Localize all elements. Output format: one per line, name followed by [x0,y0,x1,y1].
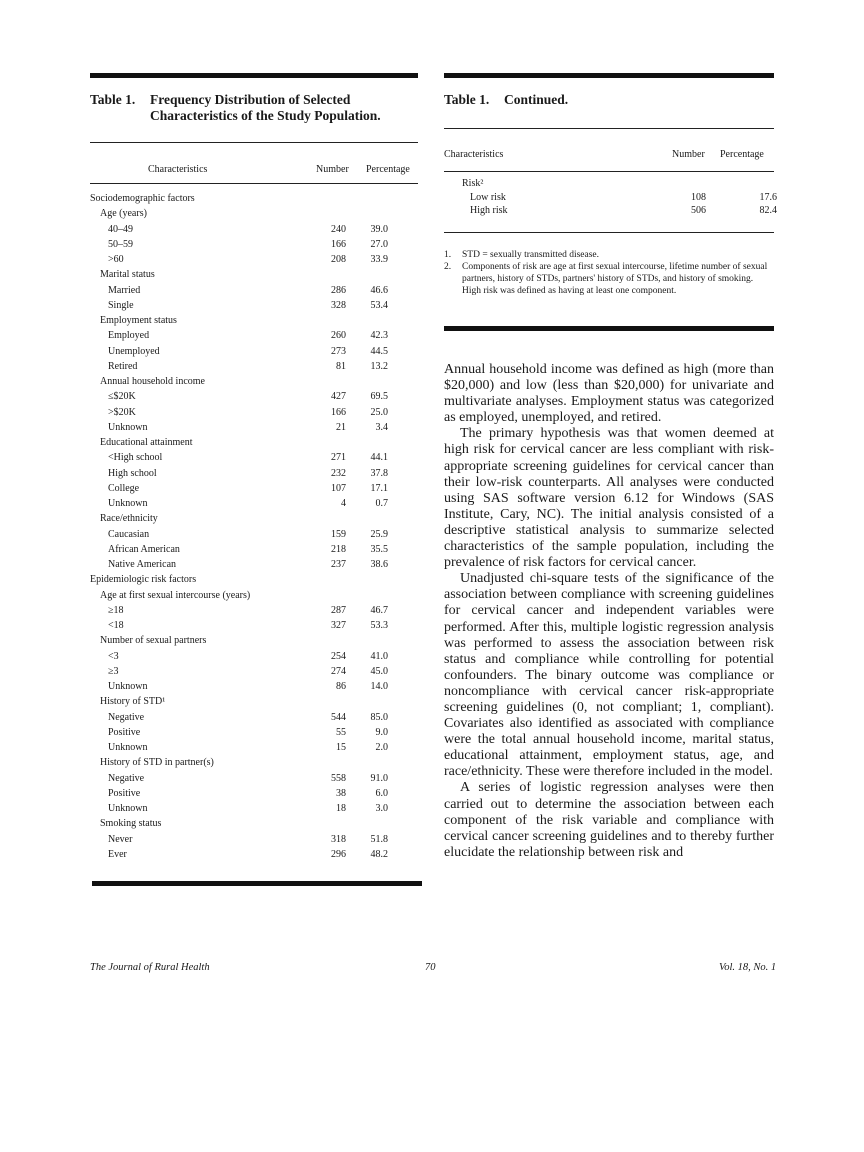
row-label: <High school [108,452,163,464]
footnote-2: 2. Components of risk are age at first sexual intercourse, lifetime number of sexual partners, history of STDs, partners' history of STDs, and history of smoking. High risk was defined as having at least one component. [444,262,768,296]
row-label: ≤$20K [108,391,136,403]
row-number: 4 [341,498,346,509]
row-number: 38 [336,787,346,799]
row-percentage: 46.7 [370,604,388,616]
table-row [452,178,779,190]
row-percentage: 53.3 [370,620,388,631]
row-number: 558 [331,772,346,784]
right-bottom-rule [444,326,774,331]
row-percentage: 38.6 [370,559,388,570]
row-number: 15 [336,742,346,753]
table-row [90,239,390,251]
table-row [90,300,390,312]
table-row [90,712,390,724]
footnote-1: 1. STD = sexually transmitted disease. [444,250,600,260]
row-label: Race/ethnicity [100,513,158,525]
row-label: Age at first sexual intercourse (years) [100,589,251,601]
row-percentage: 69.5 [370,391,388,403]
row-percentage: 3.4 [375,421,388,433]
row-percentage: 85.0 [370,711,388,723]
row-number: 240 [331,223,346,235]
table-row [452,192,779,204]
table-row [90,498,390,510]
row-label: Annual household income [100,376,205,387]
row-number: 108 [691,191,706,203]
row-label: High school [108,467,157,479]
row-label: Number of sexual partners [100,635,207,647]
row-label: Marital status [100,269,155,281]
table-row [90,757,390,769]
row-label: Negative [108,772,145,784]
table-row [90,620,390,632]
row-number: 166 [331,238,346,250]
table-row [90,788,390,800]
row-label: Risk² [462,178,484,189]
table-row [90,513,390,525]
row-label: Unknown [108,803,148,814]
row-percentage: 46.6 [370,284,388,296]
row-percentage: 27.0 [370,238,388,250]
row-number: 327 [331,620,346,631]
table-row [90,468,390,480]
right-table-end-rule [444,232,774,233]
table-row [90,651,390,663]
row-percentage: 82.4 [759,205,777,216]
table-row [90,391,390,403]
row-number: 107 [331,482,346,494]
row-percentage: 6.0 [375,787,388,799]
left-header-top-rule [90,142,418,143]
row-label: Native American [108,559,177,570]
body-paragraph-3: Unadjusted chi-square tests of the significance of the association between compliance with screening guidelines for cervical cancer and independent variables were performed. After this, multiple logistic regression analysis was performed to assess the association between risk status and compliance while controlling for potential confounders. The binary outcome was compliance or noncompliance with cervical cancer risk-appropriate screening guidelines (0, not compliant; 1, compliant). Covariates also identified as associated with compliance were the total annual household income, marital status, educational attainment, employment status, age, and race/ethnicity. These were therefore included in the model. [444,571,774,780]
row-label: African American [108,543,180,555]
row-number: 55 [336,726,346,738]
left-header-bottom-rule [90,183,418,184]
row-label: Married [108,284,141,296]
body-text [444,362,774,861]
row-label: >$20K [108,406,136,418]
row-percentage: 0.7 [375,498,388,509]
table-row [90,193,390,205]
row-percentage: 33.9 [370,254,388,265]
row-label: ≥3 [108,665,119,677]
table-row [90,834,390,846]
row-percentage: 2.0 [375,742,388,753]
row-number: 296 [331,848,346,860]
table-row [90,346,390,358]
right-table-footnotes [444,249,774,297]
row-percentage: 17.6 [759,191,777,203]
row-number: 318 [331,833,346,845]
row-label: High risk [470,205,508,216]
table-row [90,696,390,708]
row-label: Sociodemographic factors [90,193,195,204]
row-percentage: 9.0 [375,726,388,738]
row-percentage: 44.1 [370,452,388,464]
left-bottom-rule [92,881,422,886]
right-col-characteristics: Characteristics [444,149,504,160]
right-table-label: Table 1. [444,92,490,107]
body-paragraph-2: The primary hypothesis was that women deemed at high risk for cervical cancer are less compliant with risk-appropriate screening guidelines for cervical cancer than their low-risk counterparts. All analyses were conducted using SAS software version 6.12 for Windows (SAS Institute, Cary, NC). The initial analysis consisted of a descriptive statistical analysis to summarize selected characteristics of the sample population, including the prevalence of risk factors for cervical cancer. [444,426,774,571]
body-paragraph-4: A series of logistic regression analyses were then carried out to determine the association between each component of the risk variable and compliance with cervical cancer screening guidelines and to thereby further elucidate the relationship between risk and [444,780,774,860]
right-col-percentage: Percentage [720,149,764,160]
table-row [90,773,390,785]
row-label: Smoking status [100,818,162,830]
right-col-number: Number [672,149,705,160]
row-label: Retired [108,360,138,372]
left-table-title-line1: Frequency Distribution of Selected [150,92,351,107]
row-label: Positive [108,787,141,799]
row-number: 86 [336,681,346,692]
table-row [90,376,390,388]
table-row [90,818,390,830]
row-label: Educational attainment [100,437,193,448]
row-label: 50–59 [108,238,133,250]
right-table-title [444,92,568,108]
left-table-title-line2: Characteristics of the Study Population. [150,108,381,123]
table-row [90,254,390,266]
table-row [90,559,390,571]
row-label: <18 [108,620,124,631]
row-percentage: 44.5 [370,345,388,357]
row-number: 254 [331,650,346,662]
row-percentage: 91.0 [370,772,388,784]
row-label: Low risk [470,191,506,203]
footer-journal: The Journal of Rural Health [90,962,210,973]
row-percentage: 42.3 [370,330,388,342]
row-label: Single [108,299,134,311]
table-row [90,666,390,678]
left-col-percentage: Percentage [366,164,410,175]
table-row [90,605,390,617]
table-row [90,849,390,861]
row-percentage: 48.2 [370,848,388,860]
row-number: 274 [331,665,346,677]
row-percentage: 13.2 [370,360,388,372]
row-percentage: 53.4 [370,299,388,311]
row-percentage: 14.0 [370,681,388,692]
right-header-top-rule [444,128,774,129]
row-label: ≥18 [108,604,124,616]
row-number: 18 [336,803,346,814]
table-row [90,742,390,754]
row-label: Ever [108,848,127,860]
table-row [90,681,390,693]
left-table-label: Table 1. [90,92,136,107]
right-table-title-text: Continued. [504,92,569,107]
left-col-characteristics: Characteristics [148,164,208,175]
row-percentage: 25.0 [370,406,388,418]
row-number: 544 [331,711,346,723]
row-label: Unknown [108,421,148,433]
row-percentage: 37.8 [370,467,388,479]
table-row [90,544,390,556]
left-table-title [90,92,420,124]
row-percentage: 35.5 [370,543,388,555]
row-percentage: 51.8 [370,833,388,845]
row-label: Never [108,833,133,845]
row-percentage: 45.0 [370,665,388,677]
row-number: 328 [331,299,346,311]
footer-volume: Vol. 18, No. 1 [719,962,777,973]
table-row [90,529,390,541]
table-row [90,590,390,602]
table-row [90,330,390,342]
row-number: 286 [331,284,346,296]
row-number: 232 [331,467,346,479]
row-label: Employment status [100,315,177,326]
row-number: 273 [331,345,346,357]
table-row [90,483,390,495]
table-row [90,407,390,419]
row-label: Unknown [108,681,148,692]
row-label: History of STD in partner(s) [100,757,214,769]
row-number: 21 [336,421,346,433]
row-label: Positive [108,726,141,738]
row-label: Epidemiologic risk factors [90,574,197,586]
row-percentage: 17.1 [370,482,388,494]
table-row [90,452,390,464]
row-label: Employed [108,330,150,342]
row-number: 159 [331,528,346,540]
row-label: <3 [108,650,119,662]
table-row [90,269,390,281]
table-row [90,208,390,220]
table-row [90,727,390,739]
table-row [90,285,390,297]
row-percentage: 39.0 [370,223,388,235]
table-row [90,315,390,327]
table-row [90,361,390,373]
row-label: 40–49 [108,223,133,235]
row-label: Unemployed [108,345,160,357]
row-number: 237 [331,559,346,570]
table-row [90,803,390,815]
row-label: Age (years) [100,208,147,220]
table-row [90,437,390,449]
table-row [90,635,390,647]
row-label: Unknown [108,498,148,509]
row-label: College [108,482,140,494]
row-number: 218 [331,543,346,555]
row-number: 208 [331,254,346,265]
row-label: Unknown [108,742,148,753]
row-percentage: 3.0 [375,803,388,814]
left-col-number: Number [316,164,349,175]
row-label: History of STD¹ [100,696,166,708]
row-number: 166 [331,406,346,418]
table-row [452,205,779,217]
row-number: 427 [331,391,346,403]
table-row [90,574,390,586]
table-row [90,422,390,434]
row-number: 506 [691,205,706,216]
left-top-rule [90,73,418,78]
table-row [90,224,390,236]
row-label: >60 [108,254,124,265]
footer-page-number: 70 [425,962,436,973]
right-top-rule [444,73,774,78]
right-header-bottom-rule [444,171,774,172]
row-percentage: 25.9 [370,528,388,540]
body-paragraph-1: Annual household income was defined as high (more than $20,000) and low (less than $20,000) for univariate and multivariate analyses. Employment status was categorized as employed, unemployed, and retired. [444,362,774,426]
row-number: 287 [331,604,346,616]
row-number: 81 [336,360,346,372]
row-percentage: 41.0 [370,650,388,662]
row-number: 271 [331,452,346,464]
row-label: Caucasian [108,528,150,540]
row-label: Negative [108,711,145,723]
row-number: 260 [331,330,346,342]
